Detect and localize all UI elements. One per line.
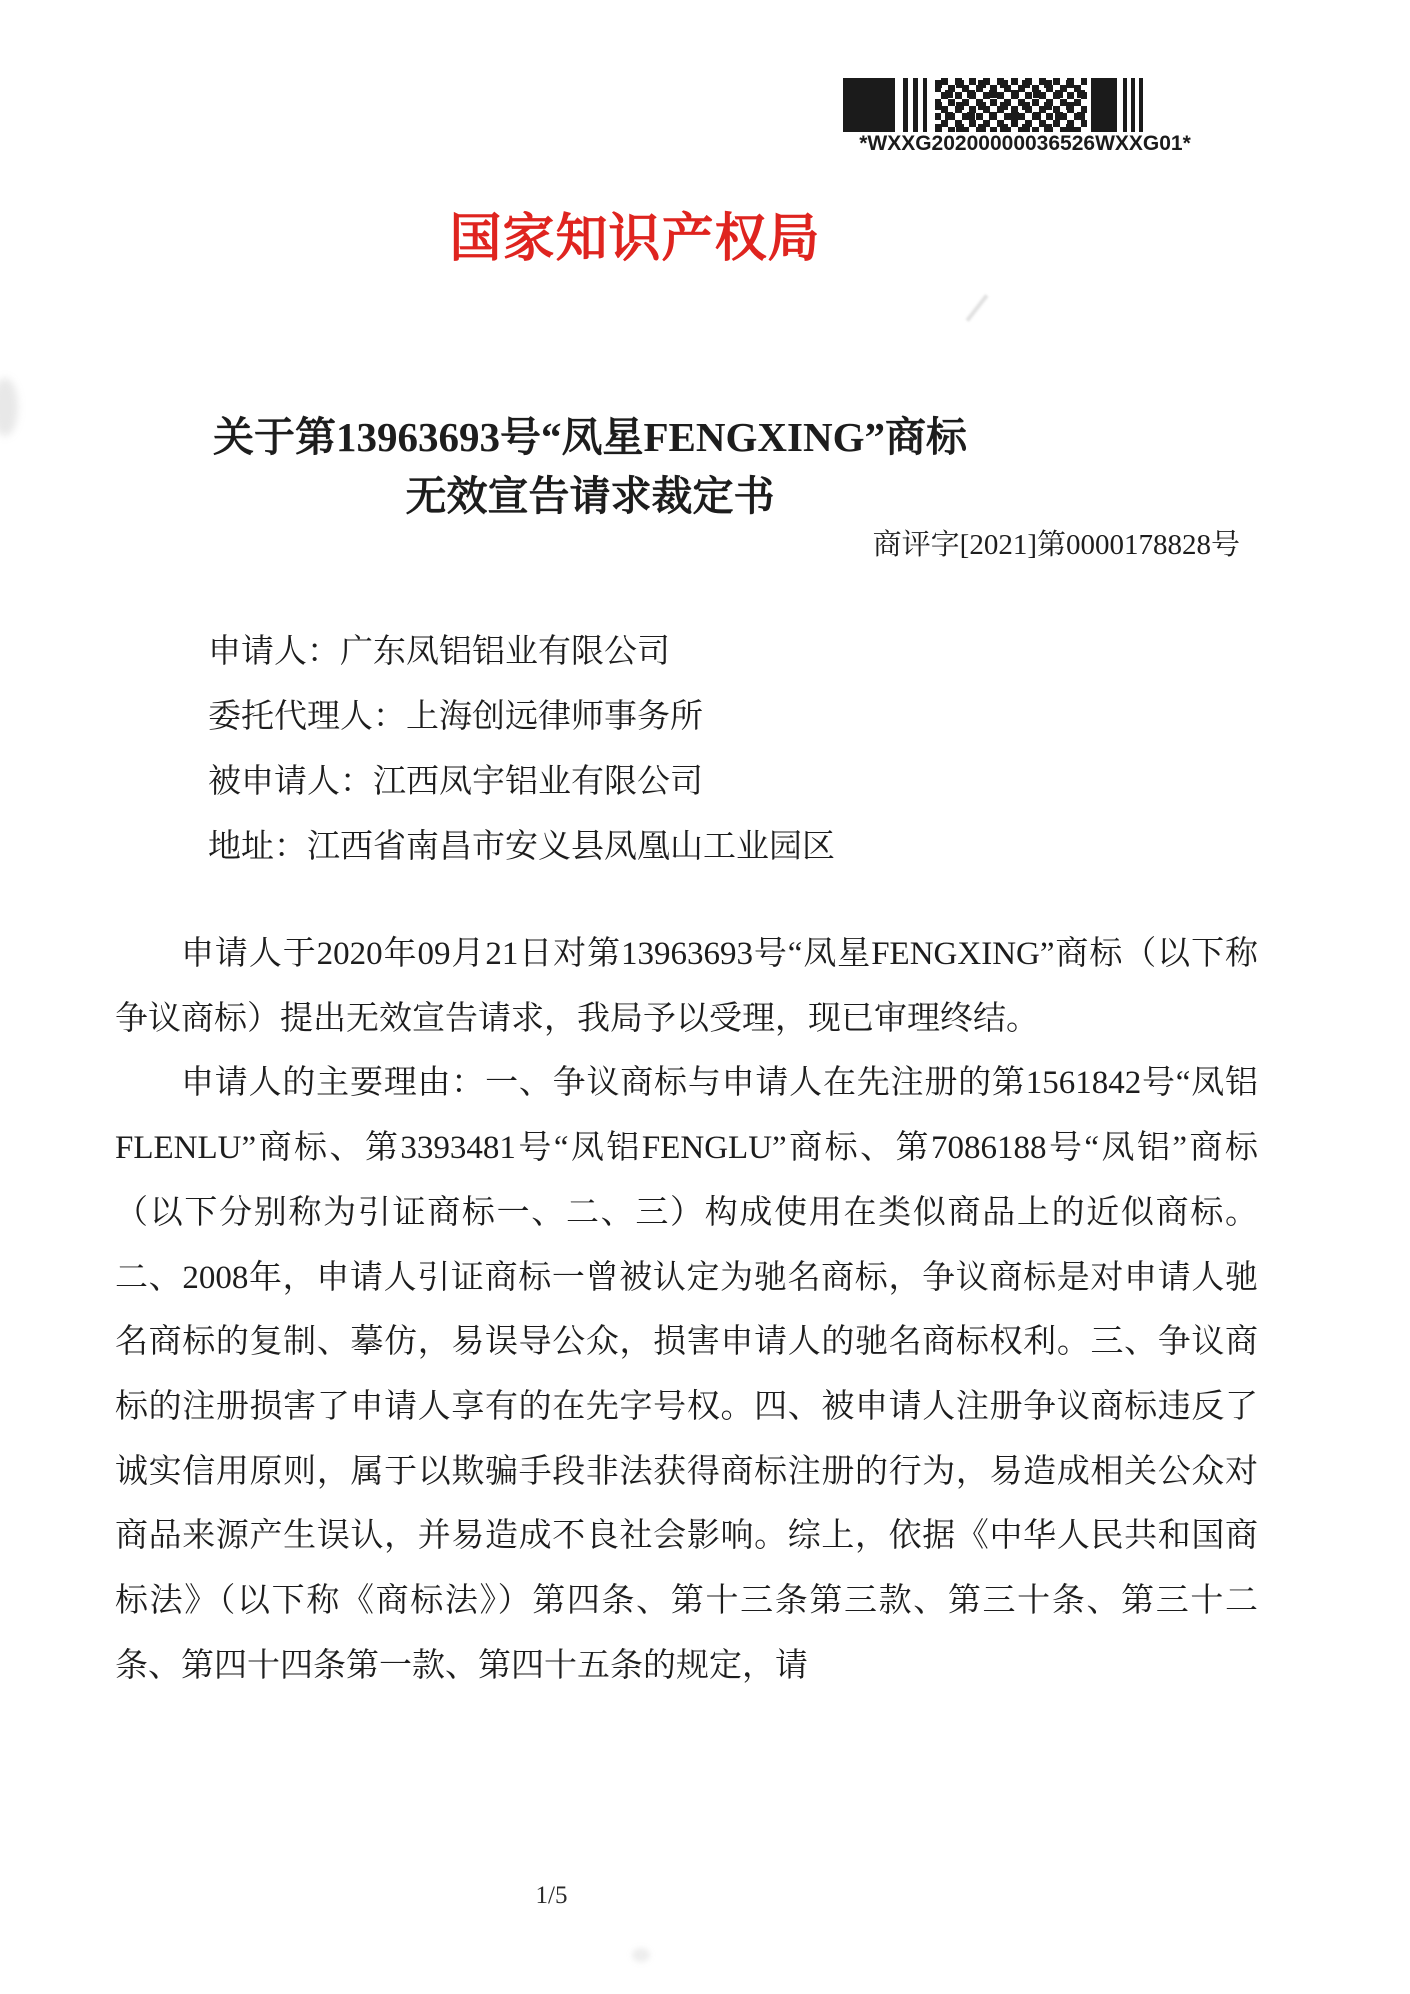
barcode-icon — [843, 78, 1143, 132]
reference-number: 商评字[2021]第0000178828号 — [872, 529, 1240, 561]
scan-artifact — [966, 294, 989, 322]
barcode — [843, 78, 1191, 155]
document-body — [115, 922, 1258, 1698]
applicant-line: 申请人：广东凤铝铝业有限公司 — [208, 634, 670, 670]
respondent-line: 被申请人：江西凤宇铝业有限公司 — [208, 764, 703, 800]
address-line: 地址：江西省南昌市安义县凤凰山工业园区 — [208, 829, 835, 865]
barcode-text: *WXXG20200000036526WXXG01* — [859, 132, 1191, 155]
scan-artifact — [0, 378, 18, 436]
scan-artifact — [632, 1948, 650, 1962]
paragraph-case-intro: 申请人于2020年09月21日对第13963693号“凤星FENGXING”商标（以下称争议商标）提出无效宣告请求，我局予以受理，现已审理终结。 — [115, 936, 1258, 1037]
paragraph-applicant-grounds: 申请人的主要理由：一、争议商标与申请人在先注册的第1561842号“凤铝 FLENLU”商标、第3393481号“凤铝FENGLU”商标、第7086188号“凤铝”商标（以下分别称为引证商标一、二、三）构成使用在类似商品上的近似商标。二、2008年，申请人引证商标一曾被认定为驰名商标，争议商标是对申请人驰名商标的复制、摹仿，易误导公众，损害申请人的驰名商标权利。三、争议商标的注册损害了申请人享有的在先字号权。四、被申请人注册争议商标违反了诚实信用原则，属于以欺骗手段非法获得商标注册的行为，易造成相关公众对商品来源产生误认，并易造成不良社会影响。综上，依据《中华人民共和国商标法》（以下称《商标法》）第四条、第十三条第三款、第三十条、第三十二条、第四十四条第一款、第四十五条的规定，请 — [115, 1065, 1258, 1684]
document-title-line1: 关于第13963693号“凤星FENGXING”商标 — [213, 414, 967, 460]
agent-line: 委托代理人：上海创远律师事务所 — [208, 699, 703, 735]
page-number: 1/5 — [535, 1882, 568, 1909]
document-title — [115, 408, 1065, 526]
party-info-block — [208, 620, 1258, 880]
document-title-line2: 无效宣告请求裁定书 — [405, 473, 775, 519]
agency-title: 国家知识产权局 — [449, 210, 821, 268]
